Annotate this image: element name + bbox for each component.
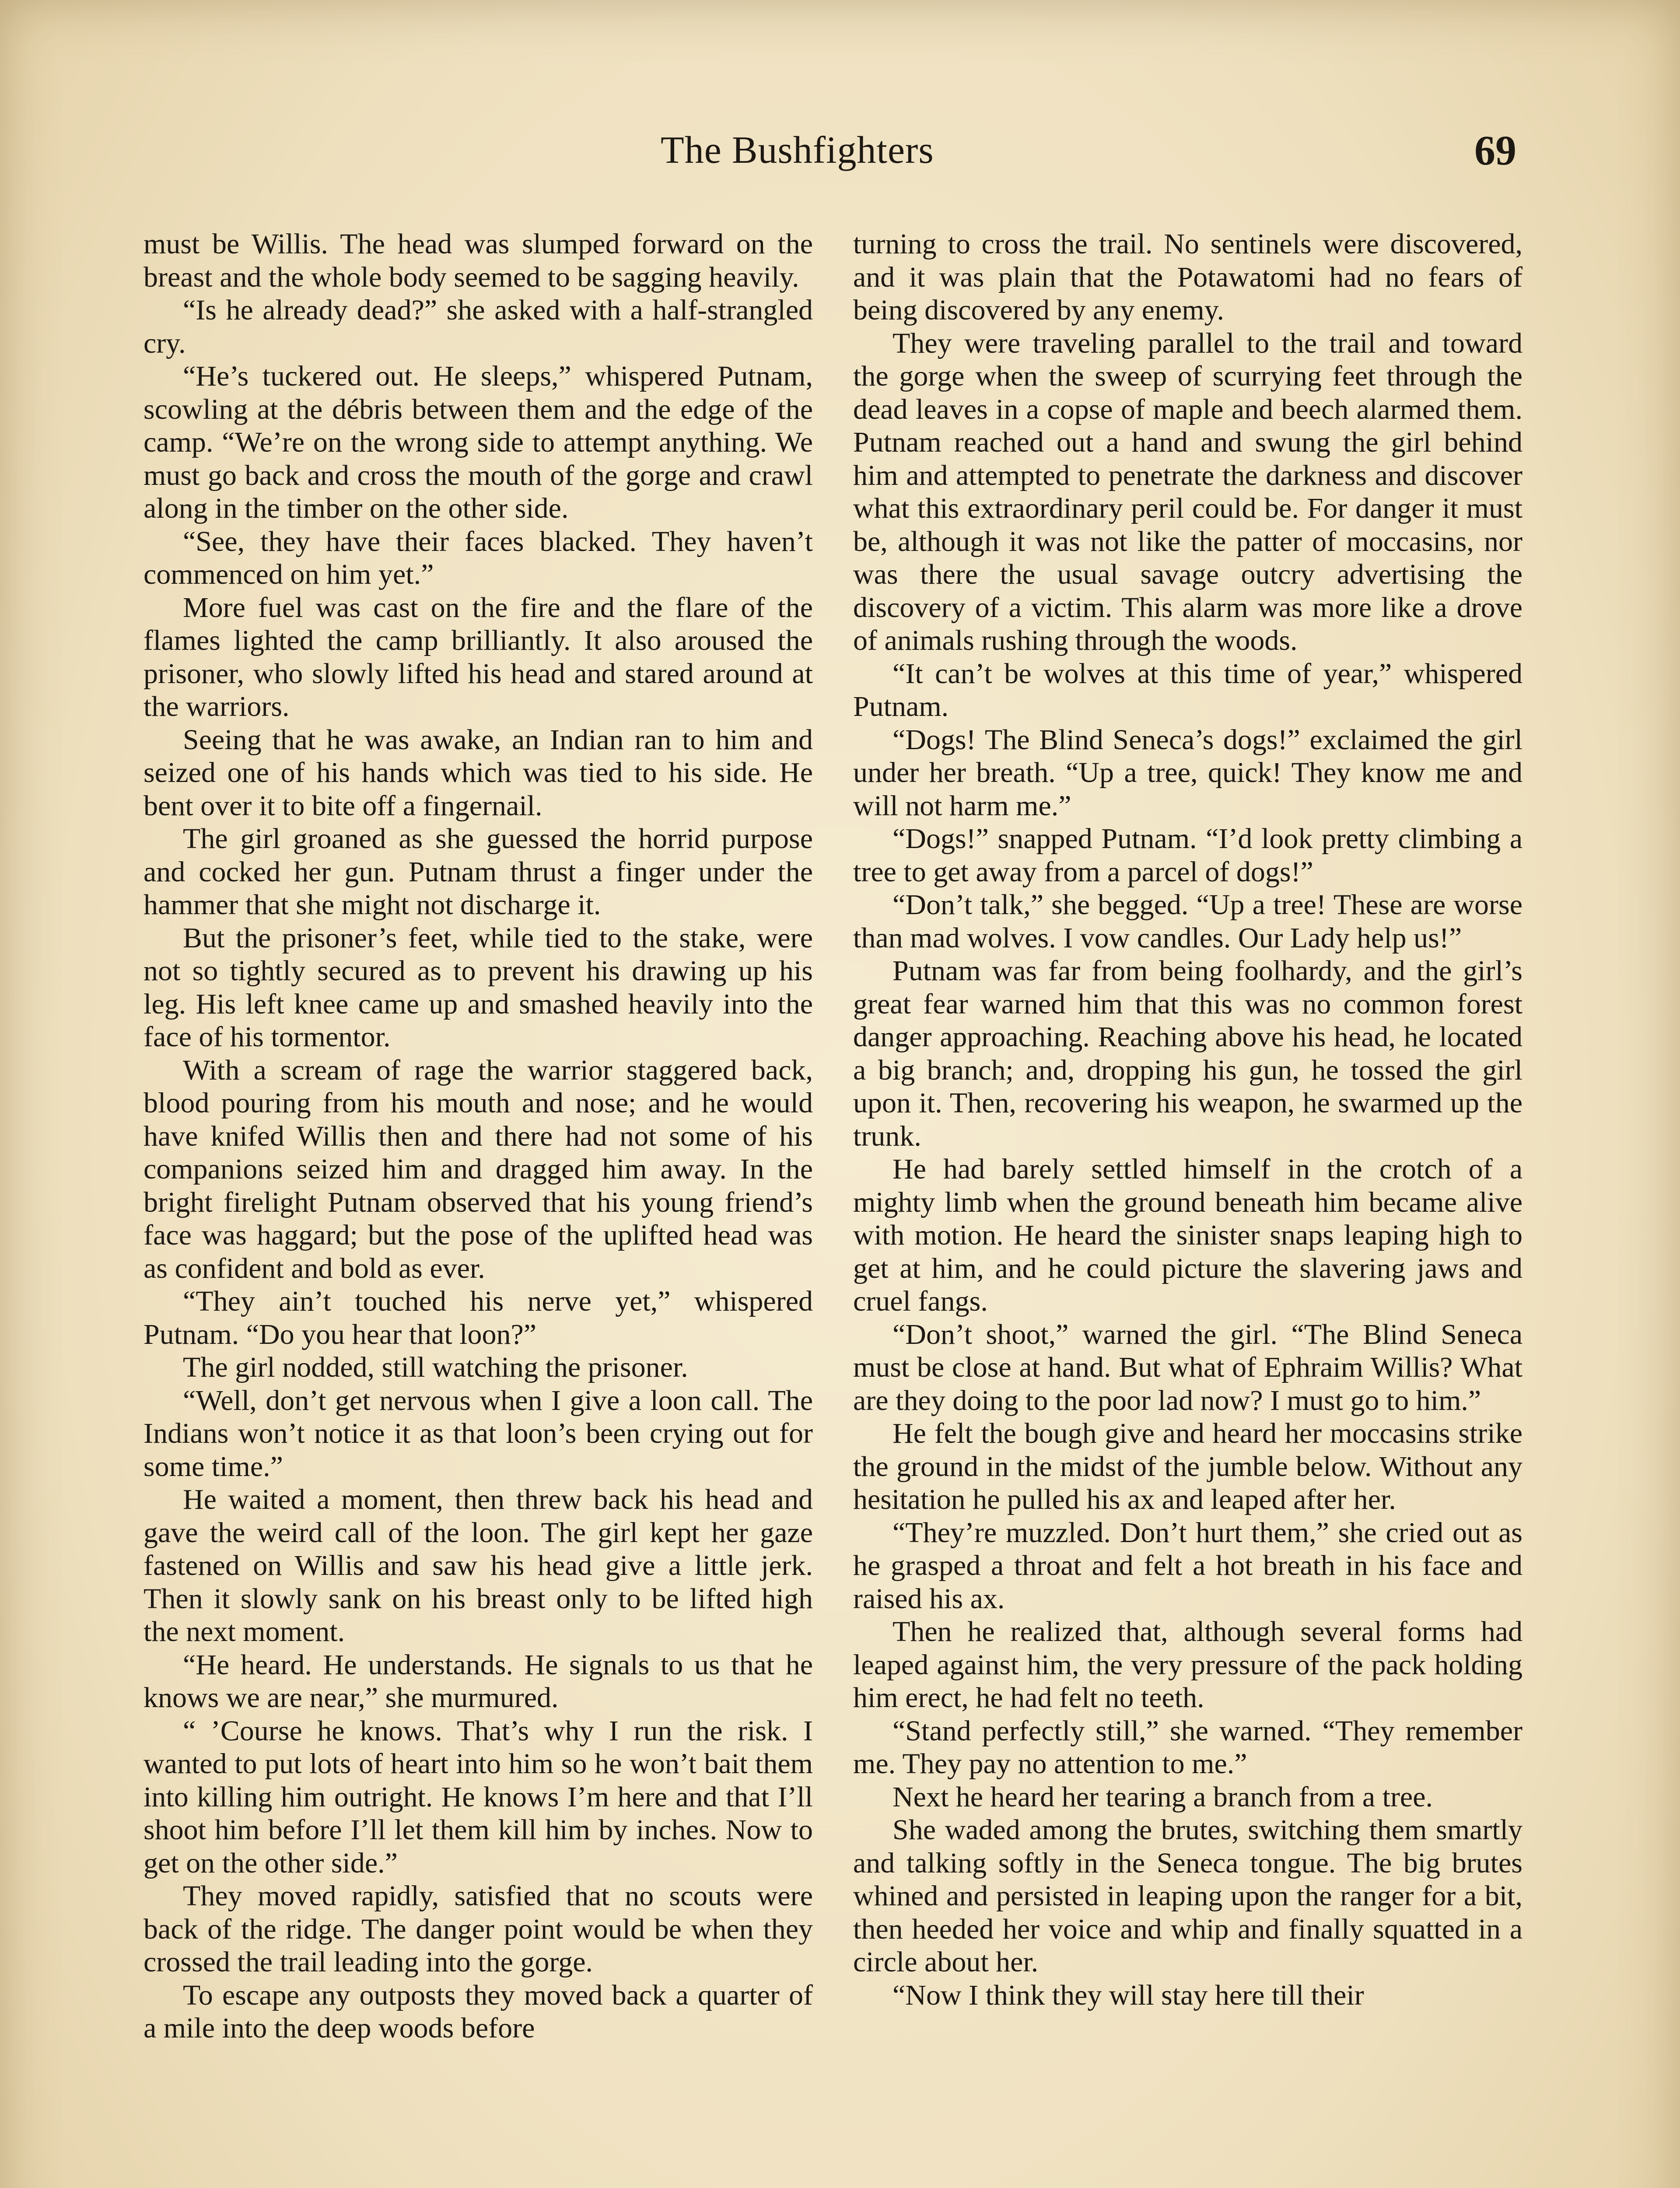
paragraph: “Stand perfectly still,” she warned. “They remember me. They pay no attention to me.” bbox=[853, 1715, 1522, 1780]
paragraph: “Dogs!” snapped Putnam. “I’d look pretty climbing a tree to get away from a parcel of dogs!” bbox=[853, 823, 1522, 888]
paragraph: Putnam was far from being foolhardy, and the girl’s great fear warned him that this was no common forest danger approaching. Reaching above his head, he located a big branch; and, dropping his gun, he tossed the girl upon it. Then, recovering his weapon, he swarmed up the trunk. bbox=[853, 955, 1522, 1152]
paragraph: More fuel was cast on the fire and the flare of the flames lighted the camp brilliantly. It also aroused the prisoner, who slowly lifted his head and stared around at the warriors. bbox=[144, 591, 813, 722]
paragraph: “Is he already dead?” she asked with a half-strangled cry. bbox=[144, 294, 813, 359]
paragraph: They were traveling parallel to the trail and toward the gorge when the sweep of scurrying feet through the dead leaves in a copse of maple and beech alarmed them. Putnam reached out a hand and swung the girl behind him and attempted to penetrate the darkness and discover what this extraordinary peril could be. For danger it must be, although it was not like the patter of moccasins, nor was there the usual savage outcry advertising the discovery of a victim. This alarm was more like a drove of animals rushing through the woods. bbox=[853, 327, 1522, 656]
paragraph: She waded among the brutes, switching them smartly and talking softly in the Seneca tongue. The big brutes whined and persisted in leaping upon the ranger for a bit, then heeded her voice and whip and finally squatted in a circle about her. bbox=[853, 1814, 1522, 1978]
paragraph: With a scream of rage the warrior staggered back, blood pouring from his mouth and nose; and he would have knifed Willis then and there had not some of his companions seized him and dragged him away. In the bright firelight Putnam observed that his young friend’s face was haggard; but the pose of the uplifted head was as confident and bold as ever. bbox=[144, 1054, 813, 1284]
page-title: The Bushfighters bbox=[661, 129, 934, 172]
paragraph: He felt the bough give and heard her moccasins strike the ground in the midst of the jumble below. Without any hesitation he pulled his ax and leaped after her. bbox=[853, 1417, 1522, 1515]
paragraph: He had barely settled himself in the crotch of a mighty limb when the ground beneath him became alive with motion. He heard the sinister snaps leaping high to get at him, and he could picture the slavering jaws and cruel fangs. bbox=[853, 1153, 1522, 1317]
paragraph: The girl nodded, still watching the prisoner. bbox=[183, 1351, 688, 1383]
paragraph: “Don’t talk,” she begged. “Up a tree! These are worse than mad wolves. I vow candles. Our Lady help us!” bbox=[853, 889, 1522, 954]
paragraph: “ ’Course he knows. That’s why I run the risk. I wanted to put lots of heart into him so he won’t bait them into killing him outright. He knows I’m here and that I’ll shoot him before I’ll let them kill him by inches. Now to get on the other side.” bbox=[144, 1715, 813, 1879]
paragraph: “They ain’t touched his nerve yet,” whispered Putnam. “Do you hear that loon?” bbox=[144, 1285, 813, 1350]
paragraph: “See, they have their faces blacked. They haven’t commenced on him yet.” bbox=[144, 525, 813, 590]
paragraph: “Dogs! The Blind Seneca’s dogs!” exclaimed the girl under her breath. “Up a tree, quick! They know me and will not harm me.” bbox=[853, 723, 1522, 822]
paragraph: “Don’t shoot,” warned the girl. “The Blind Seneca must be close at hand. But what of Ephraim Willis? What are they doing to the poor lad now? I must go to him.” bbox=[853, 1318, 1522, 1417]
text-column-right bbox=[853, 228, 1522, 2012]
paragraph: They moved rapidly, satisfied that no scouts were back of the ridge. The danger point would be when they crossed the trail leading into the gorge. bbox=[144, 1880, 813, 1978]
paragraph: Then he realized that, although several forms had leaped against him, the very pressure of the pack holding him erect, he had felt no teeth. bbox=[853, 1616, 1522, 1714]
paragraph: “It can’t be wolves at this time of year,” whispered Putnam. bbox=[853, 657, 1522, 722]
paragraph: “Now I think they will stay here till their bbox=[892, 1979, 1364, 2011]
paragraph: “They’re muzzled. Don’t hurt them,” she cried out as he grasped a throat and felt a hot breath in his face and raised his ax. bbox=[853, 1516, 1522, 1615]
paragraph: He waited a moment, then threw back his head and gave the weird call of the loon. The girl kept her gaze fastened on Willis and saw his head give a little jerk. Then it slowly sank on his breast only to be lifted high the next moment. bbox=[144, 1483, 813, 1648]
paragraph: To escape any outposts they moved back a quarter of a mile into the deep woods before bbox=[144, 1979, 813, 2044]
paragraph: The girl groaned as she guessed the horrid purpose and cocked her gun. Putnam thrust a finger under the hammer that she might not discharge it. bbox=[144, 823, 813, 921]
paragraph: But the prisoner’s feet, while tied to the stake, were not so tightly secured as to prevent his drawing up his leg. His left knee came up and smashed heavily into the face of his tormentor. bbox=[144, 922, 813, 1053]
text-column-left bbox=[144, 228, 813, 2045]
paragraph: Next he heard her tearing a branch from a tree. bbox=[892, 1781, 1433, 1813]
paragraph: turning to cross the trail. No sentinels were discovered, and it was plain that the Potawatomi had no fears of being discovered by any enemy. bbox=[853, 228, 1522, 326]
paragraph: Seeing that he was awake, an Indian ran to him and seized one of his hands which was tied to his side. He bent over it to bite off a fingernail. bbox=[144, 723, 813, 822]
paragraph: must be Willis. The head was slumped forward on the breast and the whole body seemed to be sagging heavily. bbox=[144, 228, 813, 293]
paragraph: “Well, don’t get nervous when I give a loon call. The Indians won’t notice it as that loon’s been crying out for some time.” bbox=[144, 1384, 813, 1483]
paragraph: “He’s tuckered out. He sleeps,” whispered Putnam, scowling at the débris between them and the edge of the camp. “We’re on the wrong side to attempt anything. We must go back and cross the mouth of the gorge and crawl along in the timber on the other side. bbox=[144, 360, 813, 524]
page-number: 69 bbox=[1474, 127, 1516, 174]
paragraph: “He heard. He understands. He signals to us that he knows we are near,” she murmured. bbox=[144, 1648, 813, 1714]
